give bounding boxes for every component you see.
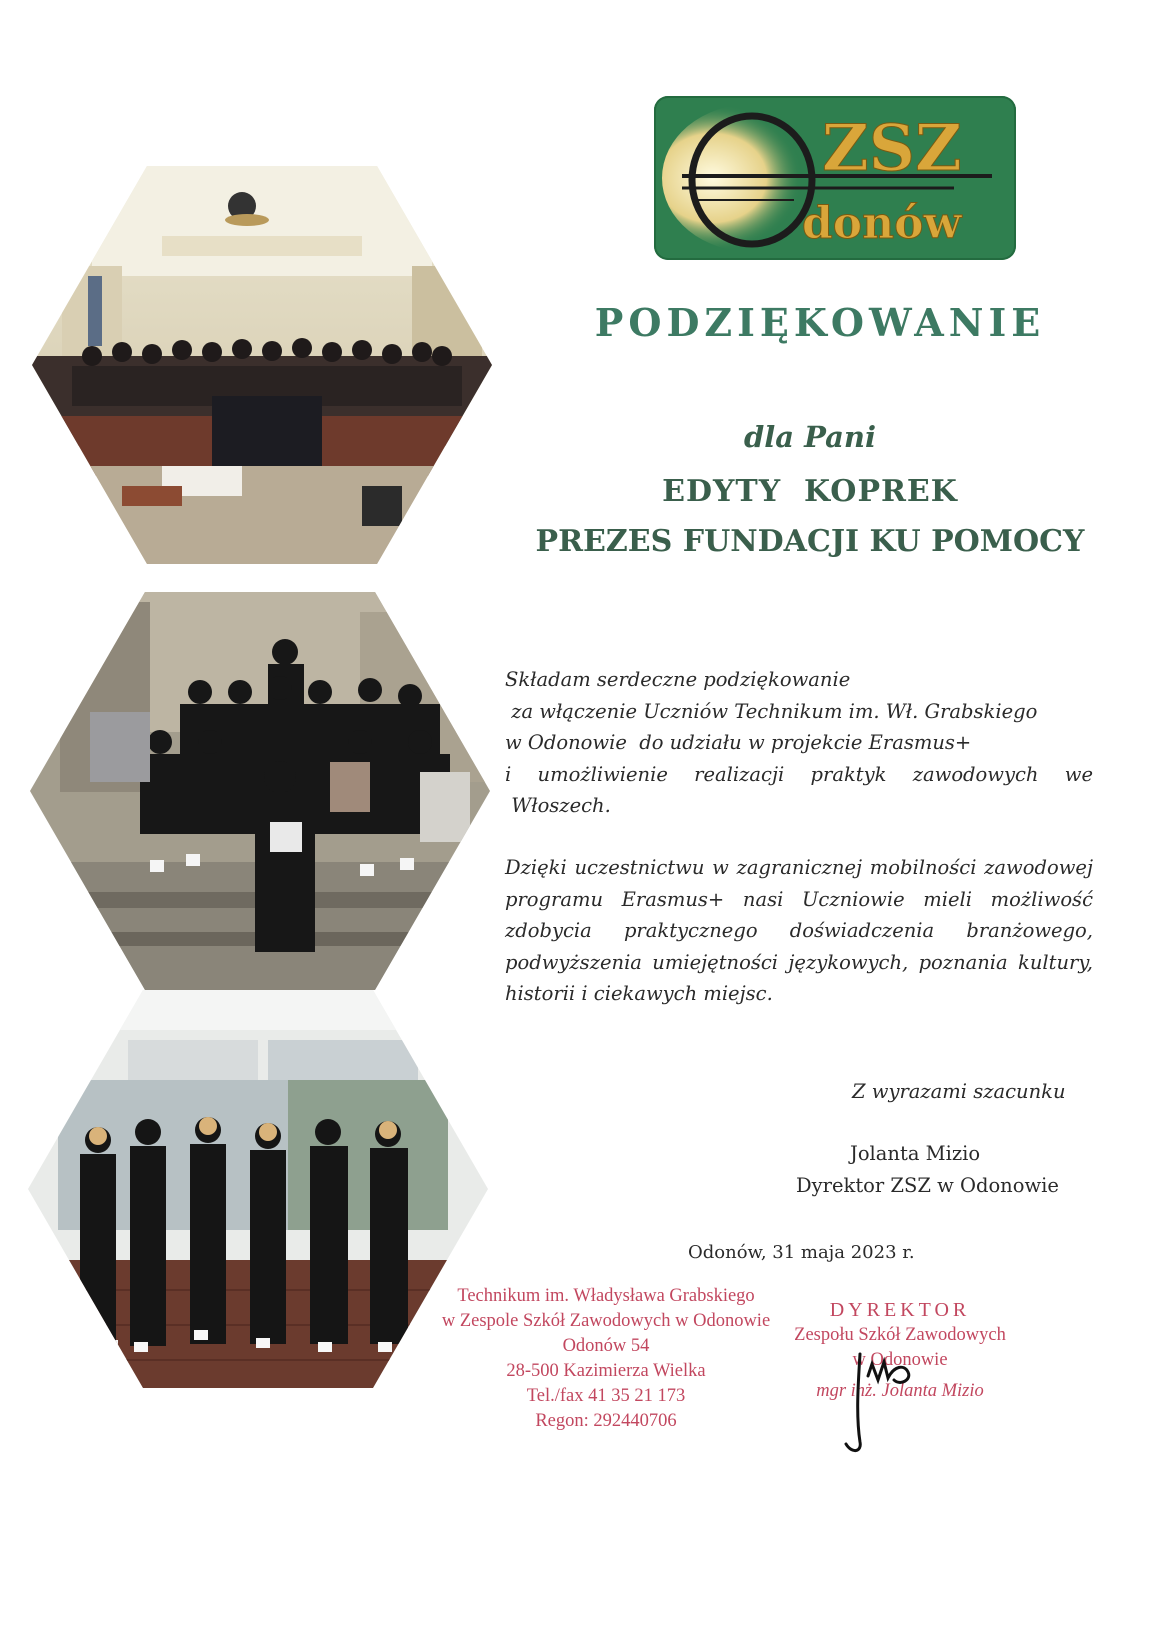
stamp-line: Regon: 292440706	[535, 1411, 677, 1431]
logo-zsz-text: ZSZ	[822, 111, 962, 186]
stamp-line: w Zespole Szkół Zawodowych w Odonowie	[441, 1311, 771, 1331]
document-title: PODZIĘKOWANIE	[594, 300, 1046, 345]
stamp-line: Zespołu Szkół Zawodowych	[794, 1325, 1006, 1345]
paragraph-1-line: i umożliwienie realizacji praktyk zawodowych we	[505, 762, 1093, 786]
salutation: dla Pani	[743, 420, 877, 454]
date-line: Odonów, 31 maja 2023 r.	[688, 1242, 915, 1263]
paragraph-1-line: w Odonowie do udziału w projekcie Erasmus+	[505, 731, 972, 754]
photo-group-on-steps	[30, 592, 490, 990]
stamp-line: w Odonowie	[852, 1350, 948, 1370]
stamp-line: Technikum im. Władysława Grabskiego	[457, 1286, 755, 1306]
recipient-name: EDYTY KOPREK	[662, 474, 958, 509]
paragraph-1-line: za włączenie Uczniów Technikum im. Wł. Grabskiego	[505, 699, 1038, 723]
closing-regards: Z wyrazami szacunku	[852, 1080, 1066, 1103]
paragraph-1-line: Składam serdeczne podziękowanie	[505, 668, 851, 691]
paragraph-2-text: Dzięki uczestnictwu w zagranicznej mobilności zawodowej programu Erasmus+ nasi Uczniowie mieli możliwość zdobycia praktycznego doświadczenia branżowego, podwyższenia umiejętności językowych, poznania kultury, historii i ciekawych miejsc.	[505, 856, 1093, 1005]
stamp-line: 28-500 Kazimierza Wielka	[506, 1361, 706, 1381]
recipient-role: PREZES FUNDACJI KU POMOCY	[535, 524, 1085, 559]
photo-group-at-entrance	[28, 990, 488, 1388]
photo-group-in-hall	[32, 166, 492, 564]
handwritten-signature	[838, 1346, 948, 1456]
body-paragraph-2	[505, 852, 1093, 1010]
signer-name: Jolanta Mizio	[850, 1142, 981, 1165]
stamp-line: Tel./fax 41 35 21 173	[526, 1386, 686, 1406]
school-stamp	[426, 1284, 786, 1434]
stamp-line: mgr inż. Jolanta Mizio	[816, 1381, 984, 1401]
stamp-line: Odonów 54	[562, 1336, 650, 1356]
body-paragraph-1	[505, 664, 1093, 822]
signer-title: Dyrektor ZSZ w Odonowie	[796, 1174, 1059, 1197]
logo-odonow-text: donów	[802, 198, 962, 249]
paragraph-1-line: Włoszech.	[505, 794, 611, 817]
stamp-line: DYREKTOR	[829, 1299, 971, 1321]
school-logo	[654, 96, 1016, 260]
